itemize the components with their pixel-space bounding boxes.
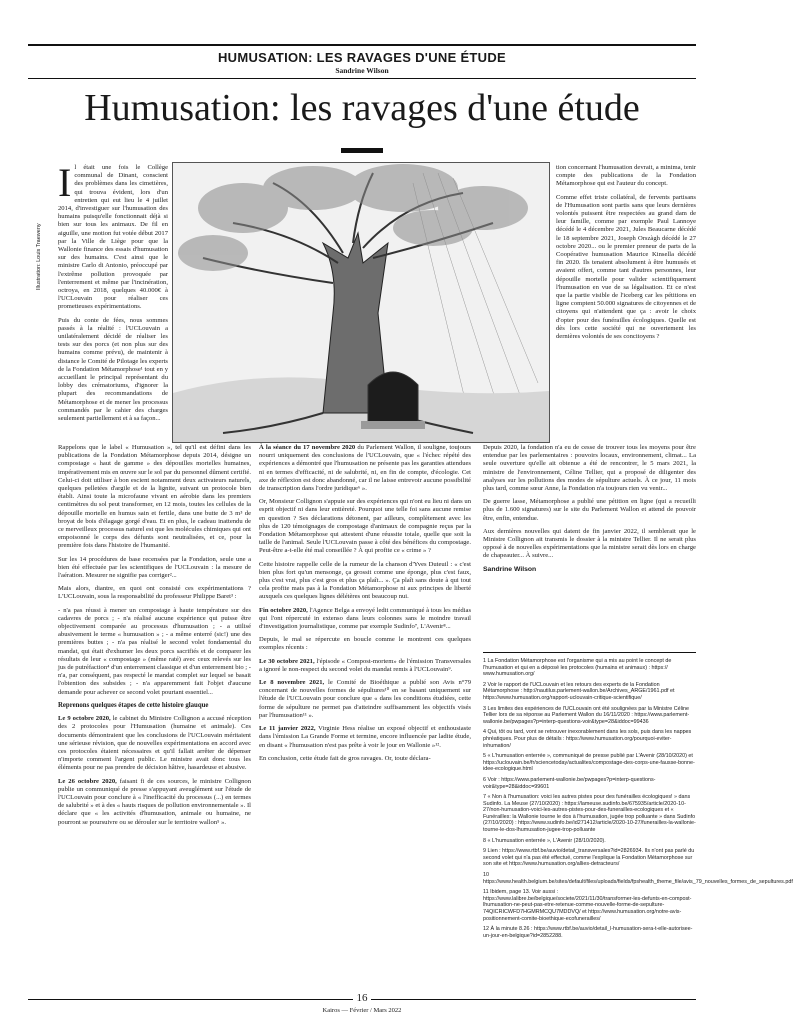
footnotes: [483, 658, 793, 943]
footnote: 7 « Non à l'humusation: voici les autres pistes pour des funérailles écologiques! » dans Sudinfo. La Meuse (27/10/2020) : https://lameuse.sudinfo.be/675935/article/2020-10-27/non-humusation-voici-les-autres-pistes-pour-des-funerailles-ecologiques et « Funérailles: la Wallonie tourne le dos à l'humusation, jugée trop polluante » dans Sudinfo (27/10/2020) : https://www.sudinfo.be/id271412/article/2020-10-27/funerailles-la-wallonie-tourne-le-dos-lhumusation-jugee-trop-polluante: [483, 794, 696, 834]
footnote: 11 Ibidem, page 13. Voir aussi : https://www.lalibre.be/belgique/societe/2021/11/30/transformer-les-defunts-en-compost-lhumusation-ne-peut-pas-etre-retenue-comme-nouvelle-forme-de-sepulture-74QICRICWFD7HGMRMCQU7MDDVQ/ et https://www.humusation.org/notre-avis-positionnement-comite-bioethique-ecofunerailles/: [483, 889, 692, 922]
publication-footer: Kairos — Février / Mars 2022: [322, 1007, 402, 1014]
title-divider: [341, 148, 383, 153]
paragraph: Rappelons que le label « Humusation », tel qu'il est défini dans les publications de la Fondation Métamorphose depuis 2014, désigne un compostage « haut de gamme » des dépouilles mortelles humaines, impérativement mis en œuvre sur le sol par du personnel dûment certifié. Celui-ci doit utiliser à bon escient notamment deux activateurs naturels, quelques pelletées d'argile et de la lignite, suivant un protocole bien établi. Ainsi toute la microfaune vivant en aérobie dans les premiers centimètres du sol peut transformer, en 12 mois, toutes les cellules de la dépouille mortelle en humus sain et fertile, dans une butte de 3 m³ de broyat de bois d'élagage gorgé d'eau. Et en plus, le cadeau inattendu de ce merveilleux processus naturel est que les molécules chimiques qui ont empoisonné le corps des défunts sont neutralisées, et ce, pour la première fois dans l'histoire de l'humanité.: [58, 444, 251, 550]
column-left: [58, 444, 251, 832]
section-heading: Reprenons quelques étapes de cette histoire glauque: [58, 701, 209, 709]
paragraph: Virginie Hess réalise un exposé objectif et enthousiaste dans l'émission La Grande Forme et termine, encore influencée par ladite étude, en disant « l'humusation n'est pas prête à voir le jour en Wallonie »¹².: [259, 725, 471, 749]
paragraph: le cabinet du Ministre Collignon a accusé réception des 2 protocoles pour l'Humusation (humaine et animale). Ces documents démontraient que les conclusions de l'UCLouvain méritaient une sérieuse révision, que de nouvelles expérimentations en accord avec ces protocoles étaient nécessaires et qu'il fallait arrêter de dépenser n'importe comment l'argent public. Le ministre avait donc tous les éléments pour ne pas prendre de décision hâtive, hasardeuse et abusive.: [58, 715, 251, 772]
paragraph: tion concernant l'humusation devrait, a minima, tenir compte des publications de la Fondation Métamorphose qui est l'auteur du concept.: [556, 164, 696, 188]
footnote: 8 « L'humusation enterrée », L'Avenir (28/10/2020).: [483, 837, 606, 844]
paragraph: De guerre lasse, Métamorphose a publié une pétition en ligne (qui a recueilli plus de 1.600 signatures) sur le site du Parlement Wallon et attend de pouvoir être, enfin, entendue.: [483, 498, 696, 522]
date-label: À la séance du 17 novembre 2020: [259, 444, 356, 451]
section-kicker: HUMUSATION: LES RAVAGES D'UNE ÉTUDE: [217, 50, 507, 65]
paragraph: En conclusion, cette étude fait de gros ravages. Or, toute déclara-: [259, 754, 431, 762]
tree-illustration: [172, 162, 550, 443]
column-right: [483, 444, 696, 579]
notes-divider: [483, 652, 696, 653]
paragraph: l'Agence Belga a envoyé ledit communiqué à tous les médias qui l'ont répercuté in extenso dans leurs colonnes sans le moindre travail d'investigation journalistique, comme par exemple Sudinfo⁷, L'Avenir⁸...: [259, 606, 472, 631]
date-label: Le 30 octobre 2021,: [259, 657, 315, 665]
column-middle: [259, 444, 471, 768]
paragraph: du Parlement Wallon, il souligne, toujours nourri uniquement des conclusions de l'UCLouvain, que « l'échec répété des expériences a démontré que l'humusation ne présente pas les garanties attendues ni en termes d'efficacité, ni de salubrité, ni, en fin de compte, d'écologie. Cet axe de réflexion est donc abandonné, car il ne laisse entrevoir aucune possibilité de transcription dans l'ordre juridique⁶ ».: [259, 444, 471, 493]
page-number: 16: [356, 992, 368, 1004]
illustration-credit: Illustration: Louis Traeweny: [36, 223, 42, 290]
paragraph: l'épisode « Compost-mortem» de l'émission Transversales a ignoré le non-respect du second volet du mandat remis à l'UCLouvain⁹.: [259, 657, 471, 673]
paragraph: Depuis, le mal se répercute en boucle comme le montrent ces quelques exemples récents :: [259, 636, 471, 652]
paragraph: le Comité de Bioéthique a publié son Avis n°79 concernant de nouvelles formes de sépultures¹⁰ en se basant uniquement sur l'étude de l'UCLouvain pour conclure que « dans les conditions étudiées, cette forme de sépulture ne permet pas d'atteindre suffisamment les objectifs visés par l'humusation¹¹ ».: [259, 679, 472, 719]
column-left-top: [58, 160, 168, 428]
date-label: Le 11 janvier 2022,: [259, 725, 316, 733]
date-label: Le 26 octobre 2020,: [58, 777, 117, 785]
footnote: 3 Les limites des expériences de l'UCLouvain ont été soulignées par la Ministre Céline Tellier lors de sa réponse au Parlement Wallon du 16/11/2020 : https://www.parlement-wallonie.be/pwpages?p=interp-questions-voir&type=28&iddoc=99436: [483, 705, 690, 725]
paragraph: Puis du conte de fées, nous sommes passés à la réalité : l'UCLouvain a unilatéralement décidé de réaliser les tests sur des porcs (et non plus sur des humains comme prévu), de maintenir à distance le Comité de Pilotage les experts de la Fondation Métamorphose¹ tout en y accueillant le principal représentant du lobby des crématoriums, d'ignorer la plupart des recommandations de Métamorphose et de mener les processus commandés par le cahier des charges seulement partiellement et à sa façon...: [58, 316, 168, 423]
paragraph: Depuis 2020, la fondation n'a eu de cesse de trouver tous les moyens pour être entendue par les parlementaires : pouvoirs locaux, environnement, climat... La seule ouverture qu'elle ait obtenue a été de rencontrer, le 5 mars 2021, la ministre de l'environnement, Céline Tellier, qui a proposé de diligenter des analyses sur les pollutions des modes de sépulture actuels. À ce jour, 11 mois plus tard, comme sœur Anne, la Fondation n'a toujours rien vu venir...: [483, 444, 696, 493]
top-rule: [28, 44, 696, 46]
paragraph: Or, Monsieur Collignon s'appuie sur des expériences qui n'ont eu lieu ni dans un esprit objectif ni dans leur entièreté. Pourquoi une telle foi sans aucune remise en question ? Ses déclarations détonent, par ailleurs, complètement avec les plus de 120 témoignages de compostage d'animaux de compagnie reçus par la Fondation Métamorphose qui attestent d'une réussite totale, quelle que soit la taille de l'animal. Seule l'UCLouvain passe à côté des bénéfices du compostage. Peut-être a-t-elle été mal conseillée ? À qui profite ce « crime » ?: [259, 498, 471, 555]
paragraph: faisant fi de ces sources, le ministre Collignon publie un communiqué de presse s'appuyant aveuglément sur l'étude de l'UCLouvain pour conclure à « l'inefficacité du processus (...) en termes de salubrité » et à des « hauts risques de pollution environnementale ». Il déclare que « les activités d'humusation, animale ou humaine, ne pourront se poursuivre ou se dérouler sur le territoire wallon⁵ ».: [58, 777, 251, 826]
footnote: 9 Lien : https://www.rtbf.be/auvio/detail_transversales?id=2826934. Ils n'ont pas parlé du second volet qui n'a pas été effectué, comme l'explique la Fondation Métamorphose sur son site et https://www.humusation.org/allies-detracteurs/: [483, 848, 695, 868]
footnote: 10 https://www.health.belgium.be/sites/default/files/uploads/fields/fpshealth_theme_file/avis_79_nouvelles_formes_de_sepultures.pdf: [483, 872, 793, 885]
paragraph: Comme effet triste collatéral, de fervents partisans de l'Humusation sont partis sans que leurs dernières volontés puissent être respectées au grand dam de leur famille, comme par exemple Paul Lannoye décédé le 4 décembre 2021, Jules Beaucarne décédé le 18 septembre 2021, Joseph Orszàgh décédé le 27 octobre 2020... ou le premier preneur de parts de la Coopérative humusation Maurice Kinsella décédé fin 2020. Ils tenaient absolument à être humusés et avaient offert, comme tant d'autres personnes, leur dépouille mortelle pour valider scientifiquement l'humusation en vue de sa légalisation. Et ce n'est que la partie visible de l'iceberg car les pétitions en ligne comptent 50.000 signatures de citoyennes et de citoyens qui n'attendent que ça : avoir le choix d'opter pour des funérailles écologiques. Quelle est dès lors cette société qui ne ouvertement les dernières volontés de ses concitoyens ?: [556, 193, 696, 341]
footnote: 5 « L'humusation enterrée », communiqué de presse publié par L'Avenir (28/10/2020) et https://uclouvain.be/fr/sciencetoday/actualites/compostage-des-corps-une-fausse-bonne-idee-ecologique.html: [483, 753, 695, 773]
footnote: 1 La Fondation Métamorphose est l'organisme qui a mis au point le concept de l'humusation et qui en a déposé les protocoles (humains et animaux) : https:// www.humusation.org/: [483, 658, 672, 678]
footnote: 2 Voir le rapport de l'UCLouvain et les retours des experts de la Fondation Métamorphose : http://nautilus.parlement-wallon.be/Archives_ARGE/1961.pdf et https://www.humusation.org/rapport-uclouvain-critique-scientifique/: [483, 681, 675, 701]
article-title: Humusation: les ravages d'une étude: [84, 87, 640, 129]
paragraph: Sur les 14 procédures de base recensées par la Fondation, seule une a bien été effectuée par les scientifiques de l'UCLouvain : la mesure de l'aération. Mesurer ne signifie pas corriger²...: [58, 555, 251, 580]
date-label: Fin octobre 2020,: [259, 606, 308, 614]
header-rule: [28, 78, 696, 79]
paragraph: Aux dernières nouvelles qui datent de fin janvier 2022, il semblerait que le Ministre Collignon ait transmis le dossier à la ministre Tellier. Il ne serait plus opposé à de nouvelles expérimentations que la ministre serait dès lors en charge de chapeauter... À suivre...: [483, 527, 696, 560]
paragraph: Cette histoire rappelle celle de la rumeur de la chanson d'Yves Duteuil : « c'est bien plus fort qu'un mensonge, ça grossit comme une éponge, plus c'est faux, plus c'est vrai, plus c'est gros et plus ça plaît... ». Ça plaît sans doute à qui tout cela profite mais pas à la Fondation Métamorphose ni aux principes de liberté auxquels ces quelques lignes délétères ont beaucoup nui.: [259, 560, 471, 601]
bullet-list: - n'a pas réussi à mener un compostage à haute température sur des cadavres de porcs ; - n'a réalisé aucune expérience qui puisse être objectivement comparée au processus d'humusation ; - a utilisé abusivement le terme « humusation » ; - a même enterré (sic!) une des premières buttes ; - n'a pas réalisé le second volet fondamental du mandat, qui était d'exhumer les deux porcs sacrifiés et de comparer les résultats de leur « compostage » (même raté) avec ceux relevés sur les jus de putréfaction⁴ d'un enterrement classique et d'un enterrement bio ; - n'a, par conséquent, pas respecté le mandat complet sur lequel se basait l'obtention des subsides ; - n'a apparemment fait l'objet d'aucune demande pour achever ce second volet pourtant essentiel...: [58, 606, 251, 696]
date-label: Le 9 octobre 2020,: [58, 715, 111, 723]
author-signature: Sandrine Wilson: [483, 565, 537, 573]
header-byline: Sandrine Wilson: [335, 66, 389, 75]
footnote: 6 Voir : https://www.parlement-wallonie.be/pwpages?p=interp-questions-voir&type=28&iddoc=99601: [483, 776, 656, 790]
footnote: 12 À la minute 8.26 : https://www.rtbf.be/auvio/detail_l-humusation-sera-t-elle-autorisee-un-jour-en-belgique?id=2852288.: [483, 926, 693, 939]
date-label: Le 8 novembre 2021,: [259, 679, 325, 687]
paragraph: l était une fois le Collège communal de Dinant, conscient des problèmes dans les cimetières, qui trouva évident, lors d'un entretien qui eut lieu le 4 juillet 2014, d'investiguer sur l'humusation des humains puisqu'elle fonctionnait déjà si bien sur tous les animaux. De fil en aiguille, une motion fut votée début 2017 par la Ville de Liège pour que la Wallonie finance des essais d'humusation sur des humains. C'est ainsi que le ministre Carlo di Antonio, préoccupé par l'extrême pollution provoquée par l'enterrement et même par l'incinération, octroya, en 2018, quelques 40.000€ à l'UCLouvain pour réaliser ces prometteuses expérimentations.: [58, 164, 168, 311]
footnote: 4 Qui, tôt ou tard, vont se retrouver inexorablement dans les sols, puis dans les nappes phréatiques. Pour plus de détails : https://www.humusation.org/pourquoi-eviter-inhumation/: [483, 729, 692, 749]
drop-cap: I: [58, 160, 72, 205]
paragraph: Mais alors, diantre, en quoi ont consisté ces expérimentations ? L'UCLouvain, sous la responsabilité du professeur Philippe Baret³ :: [58, 585, 251, 601]
column-right-top: [556, 164, 696, 346]
